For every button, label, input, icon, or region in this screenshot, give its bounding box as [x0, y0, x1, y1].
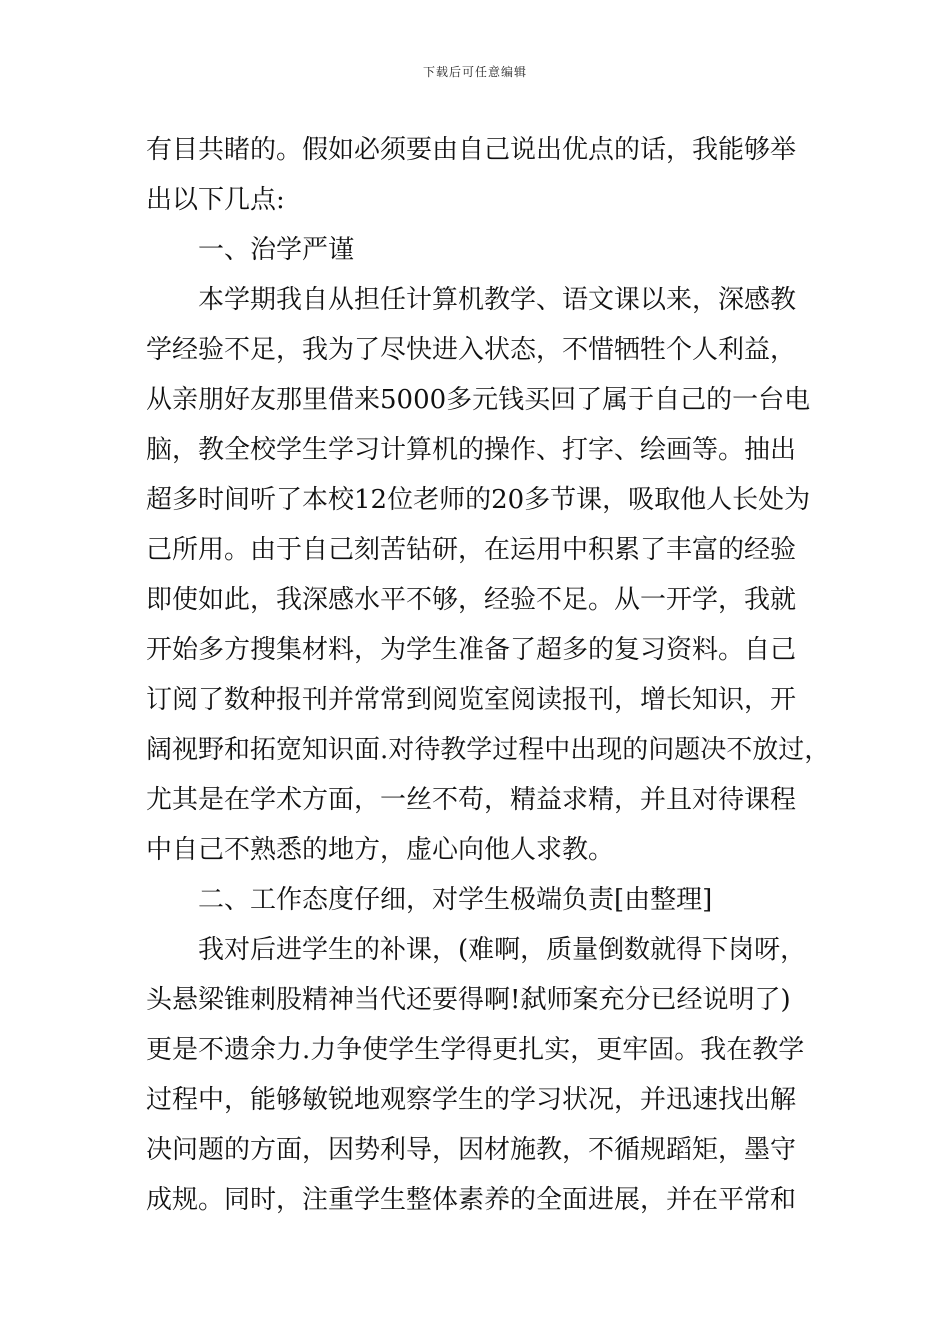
- page-header: 下载后可任意编辑: [422, 65, 527, 79]
- text-line: 中自己不熟悉的地方，虚心向他人求教。: [146, 835, 615, 865]
- section-heading: 一、治学严谨: [198, 235, 355, 265]
- text-line: 阔视野和拓宽知识面.对待教学过程中出现的问题决不放过，: [146, 735, 831, 765]
- text-line: 成规。同时，注重学生整体素养的全面进展，并在平常和: [146, 1185, 797, 1215]
- text-line: 学经验不足，我为了尽快进入状态，不惜牺牲个人利益，: [146, 335, 797, 365]
- text-line: 即使如此，我深感水平不够，经验不足。从一开学，我就: [146, 585, 797, 615]
- text-line: 订阅了数种报刊并常常到阅览室阅读报刊，增长知识，开: [146, 685, 797, 715]
- text-line: 本学期我自从担任计算机教学、语文课以来，深感教: [198, 285, 797, 315]
- text-line: 更是不遗余力.力争使学生学得更扎实，更牢固。我在教学: [146, 1035, 805, 1065]
- text-line: 头悬梁锥刺股精神当代还要得啊!弑师案充分已经说明了): [146, 985, 791, 1015]
- text-line: 从亲朋好友那里借来5000多元钱买回了属于自己的一台电: [146, 385, 811, 415]
- section-heading: 二、工作态度仔细，对学生极端负责[由整理]: [198, 885, 713, 915]
- text-line: 过程中，能够敏锐地观察学生的学习状况，并迅速找出解: [146, 1085, 797, 1115]
- text-line: 己所用。由于自己刻苦钻研，在运用中积累了丰富的经验: [146, 535, 797, 565]
- text-line: 超多时间听了本校12位老师的20多节课，吸取他人长处为: [146, 485, 811, 515]
- text-line: 决问题的方面，因势利导，因材施教，不循规蹈矩，墨守: [146, 1135, 797, 1165]
- document-body: [146, 125, 831, 1225]
- text-line: 脑，教全校学生学习计算机的操作、打字、绘画等。抽出: [146, 435, 797, 465]
- text-line: 有目共睹的。假如必须要由自己说出优点的话，我能够举: [146, 135, 797, 165]
- text-line: 开始多方搜集材料，为学生准备了超多的复习资料。自己: [146, 635, 797, 665]
- text-line: 出以下几点:: [146, 185, 285, 215]
- text-line: 尤其是在学术方面，一丝不苟，精益求精，并且对待课程: [146, 785, 797, 815]
- text-line: 我对后进学生的补课，(难啊，质量倒数就得下岗呀，: [198, 935, 807, 965]
